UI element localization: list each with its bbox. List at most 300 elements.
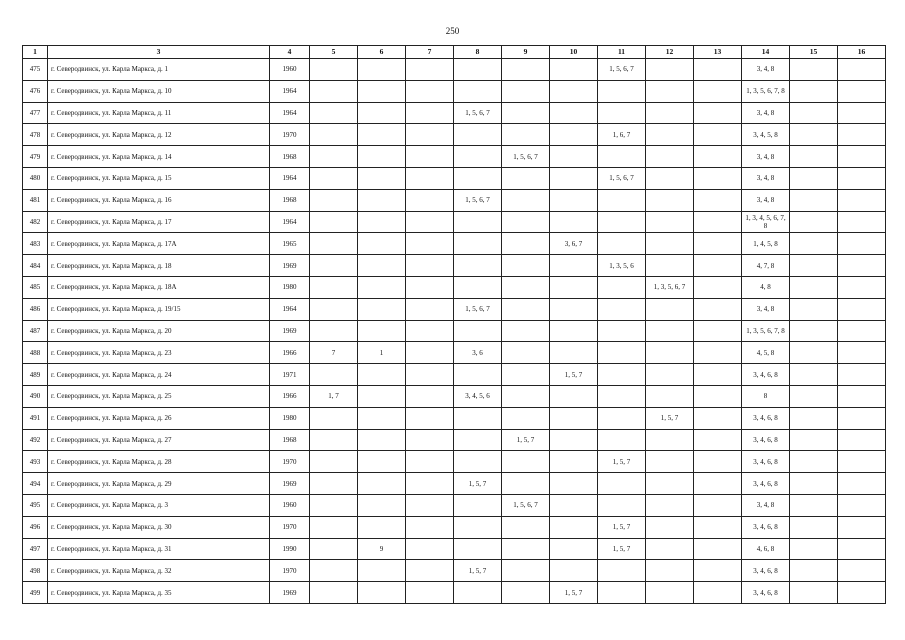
table-cell bbox=[694, 189, 742, 211]
table-cell bbox=[550, 516, 598, 538]
table-row bbox=[23, 560, 886, 582]
table-cell bbox=[790, 516, 838, 538]
table-cell bbox=[358, 516, 406, 538]
table-cell bbox=[358, 80, 406, 102]
table-cell bbox=[310, 560, 358, 582]
year-cell: 1964 bbox=[270, 80, 310, 102]
table-cell bbox=[646, 80, 694, 102]
table-cell: 1, 3, 5, 6, 7 bbox=[646, 276, 694, 298]
table-cell bbox=[598, 364, 646, 386]
table-cell bbox=[502, 59, 550, 81]
table-cell bbox=[406, 167, 454, 189]
table-row bbox=[23, 211, 886, 233]
table-cell bbox=[838, 451, 886, 473]
table-cell bbox=[406, 59, 454, 81]
row-number-cell: 477 bbox=[23, 102, 48, 124]
row-number-cell: 475 bbox=[23, 59, 48, 81]
table-cell bbox=[502, 102, 550, 124]
table-row bbox=[23, 167, 886, 189]
table-cell bbox=[550, 167, 598, 189]
table-cell bbox=[790, 364, 838, 386]
table-cell bbox=[838, 167, 886, 189]
table-cell bbox=[358, 407, 406, 429]
table-cell bbox=[790, 385, 838, 407]
table-cell: 1 bbox=[358, 342, 406, 364]
table-cell bbox=[646, 582, 694, 604]
year-cell: 1966 bbox=[270, 385, 310, 407]
table-cell bbox=[310, 189, 358, 211]
table-row bbox=[23, 189, 886, 211]
table-cell: 3, 4, 8 bbox=[742, 102, 790, 124]
table-cell bbox=[790, 582, 838, 604]
table-cell: 1, 7 bbox=[310, 385, 358, 407]
table-cell bbox=[838, 516, 886, 538]
table-cell bbox=[694, 429, 742, 451]
table-cell bbox=[790, 298, 838, 320]
table-row bbox=[23, 516, 886, 538]
table-cell bbox=[310, 255, 358, 277]
table-cell bbox=[838, 276, 886, 298]
address-cell: г. Северодвинск, ул. Карла Маркса, д. 11 bbox=[48, 102, 270, 124]
table-cell bbox=[358, 451, 406, 473]
table-row bbox=[23, 80, 886, 102]
table-cell: 1, 3, 5, 6, 7, 8 bbox=[742, 80, 790, 102]
table-cell bbox=[694, 516, 742, 538]
column-header: 16 bbox=[838, 46, 886, 59]
table-cell bbox=[646, 233, 694, 255]
table-cell bbox=[406, 211, 454, 233]
address-cell: г. Северодвинск, ул. Карла Маркса, д. 17 bbox=[48, 211, 270, 233]
table-cell: 1, 5, 7 bbox=[502, 429, 550, 451]
table-cell: 3, 4, 8 bbox=[742, 494, 790, 516]
table-cell bbox=[694, 342, 742, 364]
table-cell bbox=[310, 451, 358, 473]
table-cell bbox=[406, 342, 454, 364]
table-cell bbox=[502, 342, 550, 364]
table-cell bbox=[838, 538, 886, 560]
table-cell bbox=[358, 146, 406, 168]
row-number-cell: 499 bbox=[23, 582, 48, 604]
table-cell bbox=[406, 233, 454, 255]
table-cell bbox=[598, 342, 646, 364]
table-cell bbox=[838, 364, 886, 386]
table-cell bbox=[406, 364, 454, 386]
table-cell bbox=[646, 320, 694, 342]
table-cell bbox=[406, 298, 454, 320]
table-cell bbox=[598, 385, 646, 407]
table-cell: 1, 5, 6, 7 bbox=[598, 59, 646, 81]
address-cell: г. Северодвинск, ул. Карла Маркса, д. 14 bbox=[48, 146, 270, 168]
table-cell bbox=[454, 124, 502, 146]
table-cell bbox=[550, 102, 598, 124]
table-cell bbox=[358, 560, 406, 582]
year-cell: 1990 bbox=[270, 538, 310, 560]
table-cell bbox=[310, 407, 358, 429]
table-cell bbox=[550, 211, 598, 233]
table-cell bbox=[358, 473, 406, 495]
table-cell bbox=[454, 407, 502, 429]
table-cell bbox=[646, 255, 694, 277]
row-number-cell: 490 bbox=[23, 385, 48, 407]
table-cell bbox=[838, 407, 886, 429]
table-cell bbox=[550, 276, 598, 298]
table-body bbox=[23, 59, 886, 604]
table-cell bbox=[502, 298, 550, 320]
row-number-cell: 487 bbox=[23, 320, 48, 342]
table-cell bbox=[790, 320, 838, 342]
table-cell bbox=[502, 582, 550, 604]
table-cell bbox=[406, 320, 454, 342]
table-cell bbox=[790, 276, 838, 298]
table-cell bbox=[406, 494, 454, 516]
address-cell: г. Северодвинск, ул. Карла Маркса, д. 26 bbox=[48, 407, 270, 429]
row-number-cell: 492 bbox=[23, 429, 48, 451]
table-cell bbox=[310, 59, 358, 81]
column-header: 5 bbox=[310, 46, 358, 59]
table-cell bbox=[502, 255, 550, 277]
table-cell: 3, 6, 7 bbox=[550, 233, 598, 255]
table-cell: 1, 4, 5, 8 bbox=[742, 233, 790, 255]
table-cell bbox=[406, 189, 454, 211]
table-cell bbox=[406, 102, 454, 124]
row-number-cell: 488 bbox=[23, 342, 48, 364]
table-cell: 3, 4, 6, 8 bbox=[742, 516, 790, 538]
table-cell bbox=[646, 516, 694, 538]
table-cell: 1, 3, 4, 5, 6, 7, 8 bbox=[742, 211, 790, 233]
row-number-cell: 486 bbox=[23, 298, 48, 320]
table-cell bbox=[790, 146, 838, 168]
table-cell bbox=[502, 538, 550, 560]
table-cell bbox=[406, 473, 454, 495]
table-cell bbox=[310, 276, 358, 298]
address-cell: г. Северодвинск, ул. Карла Маркса, д. 17А bbox=[48, 233, 270, 255]
table-cell bbox=[310, 124, 358, 146]
table-cell bbox=[790, 80, 838, 102]
table-cell bbox=[598, 560, 646, 582]
table-cell bbox=[694, 124, 742, 146]
table-cell: 1, 5, 7 bbox=[598, 451, 646, 473]
column-header: 12 bbox=[646, 46, 694, 59]
table-cell bbox=[310, 146, 358, 168]
table-cell: 1, 5, 7 bbox=[550, 582, 598, 604]
table-cell bbox=[358, 59, 406, 81]
table-cell bbox=[310, 473, 358, 495]
year-cell: 1970 bbox=[270, 451, 310, 473]
table-row bbox=[23, 429, 886, 451]
table-cell bbox=[358, 429, 406, 451]
table-cell: 1, 5, 7 bbox=[454, 560, 502, 582]
table-row bbox=[23, 364, 886, 386]
year-cell: 1960 bbox=[270, 494, 310, 516]
table-cell bbox=[838, 320, 886, 342]
address-cell: г. Северодвинск, ул. Карла Маркса, д. 3 bbox=[48, 494, 270, 516]
table-cell: 1, 5, 6, 7 bbox=[502, 146, 550, 168]
table-cell: 7 bbox=[310, 342, 358, 364]
table-cell: 3, 4, 8 bbox=[742, 146, 790, 168]
table-cell bbox=[550, 342, 598, 364]
table-cell: 1, 5, 7 bbox=[454, 473, 502, 495]
table-cell bbox=[790, 407, 838, 429]
table-cell bbox=[646, 385, 694, 407]
table-cell bbox=[838, 102, 886, 124]
table-cell bbox=[358, 582, 406, 604]
year-cell: 1980 bbox=[270, 276, 310, 298]
table-cell: 3, 4, 6, 8 bbox=[742, 429, 790, 451]
table-cell bbox=[838, 385, 886, 407]
table-cell bbox=[358, 124, 406, 146]
table-row bbox=[23, 146, 886, 168]
table-cell bbox=[310, 494, 358, 516]
year-cell: 1970 bbox=[270, 560, 310, 582]
table-cell bbox=[694, 494, 742, 516]
year-cell: 1960 bbox=[270, 59, 310, 81]
row-number-cell: 483 bbox=[23, 233, 48, 255]
table-cell bbox=[694, 80, 742, 102]
table-cell: 3, 4, 6, 8 bbox=[742, 582, 790, 604]
table-cell bbox=[694, 276, 742, 298]
table-cell bbox=[646, 473, 694, 495]
table-cell bbox=[838, 80, 886, 102]
address-cell: г. Северодвинск, ул. Карла Маркса, д. 27 bbox=[48, 429, 270, 451]
table-cell bbox=[838, 582, 886, 604]
year-cell: 1969 bbox=[270, 582, 310, 604]
table-cell bbox=[550, 407, 598, 429]
table-cell bbox=[646, 429, 694, 451]
table-cell bbox=[598, 189, 646, 211]
table-cell bbox=[790, 102, 838, 124]
table-cell bbox=[598, 582, 646, 604]
column-header: 8 bbox=[454, 46, 502, 59]
table-cell bbox=[502, 516, 550, 538]
table-cell: 1, 6, 7 bbox=[598, 124, 646, 146]
table-cell bbox=[358, 102, 406, 124]
table-cell bbox=[790, 167, 838, 189]
table-cell bbox=[550, 298, 598, 320]
address-cell: г. Северодвинск, ул. Карла Маркса, д. 20 bbox=[48, 320, 270, 342]
table-row bbox=[23, 582, 886, 604]
year-cell: 1968 bbox=[270, 189, 310, 211]
table-cell: 3, 4, 6, 8 bbox=[742, 407, 790, 429]
row-number-cell: 495 bbox=[23, 494, 48, 516]
table-cell bbox=[358, 298, 406, 320]
table-cell bbox=[454, 538, 502, 560]
table-cell bbox=[310, 167, 358, 189]
table-cell bbox=[550, 59, 598, 81]
address-cell: г. Северодвинск, ул. Карла Маркса, д. 30 bbox=[48, 516, 270, 538]
table-cell: 3, 4, 6, 8 bbox=[742, 364, 790, 386]
table-cell bbox=[790, 342, 838, 364]
table-row bbox=[23, 538, 886, 560]
year-cell: 1969 bbox=[270, 255, 310, 277]
table-cell bbox=[838, 298, 886, 320]
address-cell: г. Северодвинск, ул. Карла Маркса, д. 18 bbox=[48, 255, 270, 277]
table-row bbox=[23, 276, 886, 298]
column-header: 9 bbox=[502, 46, 550, 59]
table-cell bbox=[502, 451, 550, 473]
address-cell: г. Северодвинск, ул. Карла Маркса, д. 24 bbox=[48, 364, 270, 386]
year-cell: 1964 bbox=[270, 298, 310, 320]
address-cell: г. Северодвинск, ул. Карла Маркса, д. 16 bbox=[48, 189, 270, 211]
table-cell bbox=[406, 451, 454, 473]
table-cell bbox=[646, 538, 694, 560]
table-cell bbox=[358, 233, 406, 255]
table-cell bbox=[838, 233, 886, 255]
table-cell: 1, 3, 5, 6, 7, 8 bbox=[742, 320, 790, 342]
table-cell bbox=[598, 320, 646, 342]
address-cell: г. Северодвинск, ул. Карла Маркса, д. 32 bbox=[48, 560, 270, 582]
year-cell: 1969 bbox=[270, 320, 310, 342]
table-cell bbox=[694, 582, 742, 604]
table-cell bbox=[406, 582, 454, 604]
table-cell bbox=[694, 146, 742, 168]
table-cell: 4, 8 bbox=[742, 276, 790, 298]
table-cell bbox=[550, 124, 598, 146]
table-cell bbox=[646, 102, 694, 124]
table-row bbox=[23, 59, 886, 81]
table-cell bbox=[358, 385, 406, 407]
table-cell bbox=[454, 494, 502, 516]
address-cell: г. Северодвинск, ул. Карла Маркса, д. 29 bbox=[48, 473, 270, 495]
table-cell bbox=[694, 59, 742, 81]
table-cell bbox=[358, 189, 406, 211]
table-cell: 3, 4, 6, 8 bbox=[742, 451, 790, 473]
table-cell bbox=[790, 189, 838, 211]
year-cell: 1970 bbox=[270, 516, 310, 538]
table-cell bbox=[598, 429, 646, 451]
table-cell bbox=[406, 385, 454, 407]
year-cell: 1964 bbox=[270, 167, 310, 189]
table-cell: 9 bbox=[358, 538, 406, 560]
table-cell bbox=[694, 451, 742, 473]
table-cell bbox=[454, 516, 502, 538]
table-cell: 1, 5, 6, 7 bbox=[502, 494, 550, 516]
address-cell: г. Северодвинск, ул. Карла Маркса, д. 1 bbox=[48, 59, 270, 81]
table-cell bbox=[502, 407, 550, 429]
page-number: 250 bbox=[445, 26, 460, 36]
table-cell bbox=[406, 146, 454, 168]
column-header: 13 bbox=[694, 46, 742, 59]
row-number-cell: 479 bbox=[23, 146, 48, 168]
year-cell: 1970 bbox=[270, 124, 310, 146]
table-cell bbox=[358, 255, 406, 277]
table-cell: 1, 5, 6, 7 bbox=[454, 102, 502, 124]
table-cell bbox=[310, 582, 358, 604]
table-cell bbox=[838, 429, 886, 451]
table-cell bbox=[454, 146, 502, 168]
table-cell bbox=[550, 451, 598, 473]
table-cell bbox=[358, 494, 406, 516]
table-cell bbox=[646, 451, 694, 473]
table-cell bbox=[598, 211, 646, 233]
table-cell bbox=[790, 494, 838, 516]
column-header: 1 bbox=[23, 46, 48, 59]
table-cell bbox=[598, 473, 646, 495]
table-cell bbox=[310, 320, 358, 342]
table-cell bbox=[454, 429, 502, 451]
table-cell bbox=[502, 473, 550, 495]
row-number-cell: 482 bbox=[23, 211, 48, 233]
table-cell bbox=[502, 320, 550, 342]
row-number-cell: 491 bbox=[23, 407, 48, 429]
year-cell: 1965 bbox=[270, 233, 310, 255]
table-cell: 1, 3, 5, 6 bbox=[598, 255, 646, 277]
table-cell bbox=[406, 429, 454, 451]
table-cell bbox=[406, 538, 454, 560]
table-cell bbox=[790, 255, 838, 277]
table-cell bbox=[358, 276, 406, 298]
table-cell bbox=[646, 560, 694, 582]
table-row bbox=[23, 298, 886, 320]
table-cell bbox=[550, 385, 598, 407]
table-cell bbox=[454, 364, 502, 386]
address-cell: г. Северодвинск, ул. Карла Маркса, д. 15 bbox=[48, 167, 270, 189]
table-cell bbox=[694, 560, 742, 582]
table-cell bbox=[550, 538, 598, 560]
table-cell bbox=[790, 59, 838, 81]
table-cell bbox=[310, 538, 358, 560]
column-header: 15 bbox=[790, 46, 838, 59]
table-cell bbox=[406, 255, 454, 277]
table-cell bbox=[646, 59, 694, 81]
row-number-cell: 476 bbox=[23, 80, 48, 102]
table-cell bbox=[358, 320, 406, 342]
table-cell bbox=[598, 298, 646, 320]
table-cell: 3, 4, 5, 8 bbox=[742, 124, 790, 146]
row-number-cell: 478 bbox=[23, 124, 48, 146]
table-cell bbox=[454, 80, 502, 102]
table-cell bbox=[790, 560, 838, 582]
table-cell bbox=[550, 255, 598, 277]
table-cell: 4, 6, 8 bbox=[742, 538, 790, 560]
table-cell: 4, 5, 8 bbox=[742, 342, 790, 364]
address-cell: г. Северодвинск, ул. Карла Маркса, д. 19/15 bbox=[48, 298, 270, 320]
table-cell bbox=[454, 233, 502, 255]
table-cell bbox=[550, 473, 598, 495]
table-cell bbox=[646, 494, 694, 516]
table-cell bbox=[454, 255, 502, 277]
table-cell: 3, 4, 8 bbox=[742, 298, 790, 320]
table-row bbox=[23, 233, 886, 255]
table-cell bbox=[454, 59, 502, 81]
table-cell bbox=[502, 124, 550, 146]
table-row bbox=[23, 494, 886, 516]
table-cell bbox=[310, 516, 358, 538]
table-header-row bbox=[23, 46, 886, 59]
table-cell: 3, 4, 6, 8 bbox=[742, 473, 790, 495]
table-cell bbox=[550, 189, 598, 211]
table-cell bbox=[310, 80, 358, 102]
table-cell bbox=[646, 298, 694, 320]
address-cell: г. Северодвинск, ул. Карла Маркса, д. 23 bbox=[48, 342, 270, 364]
year-cell: 1971 bbox=[270, 364, 310, 386]
table-cell bbox=[694, 167, 742, 189]
table-cell bbox=[694, 538, 742, 560]
table-cell bbox=[550, 560, 598, 582]
column-header: 7 bbox=[406, 46, 454, 59]
table-cell bbox=[502, 189, 550, 211]
table-cell bbox=[598, 494, 646, 516]
table-cell bbox=[454, 276, 502, 298]
table-cell bbox=[358, 211, 406, 233]
table-cell bbox=[454, 451, 502, 473]
table-cell bbox=[838, 560, 886, 582]
table-cell bbox=[310, 429, 358, 451]
table-cell: 1, 5, 7 bbox=[646, 407, 694, 429]
table-cell bbox=[598, 407, 646, 429]
table-cell bbox=[838, 211, 886, 233]
row-number-cell: 498 bbox=[23, 560, 48, 582]
table-cell: 3, 4, 8 bbox=[742, 167, 790, 189]
